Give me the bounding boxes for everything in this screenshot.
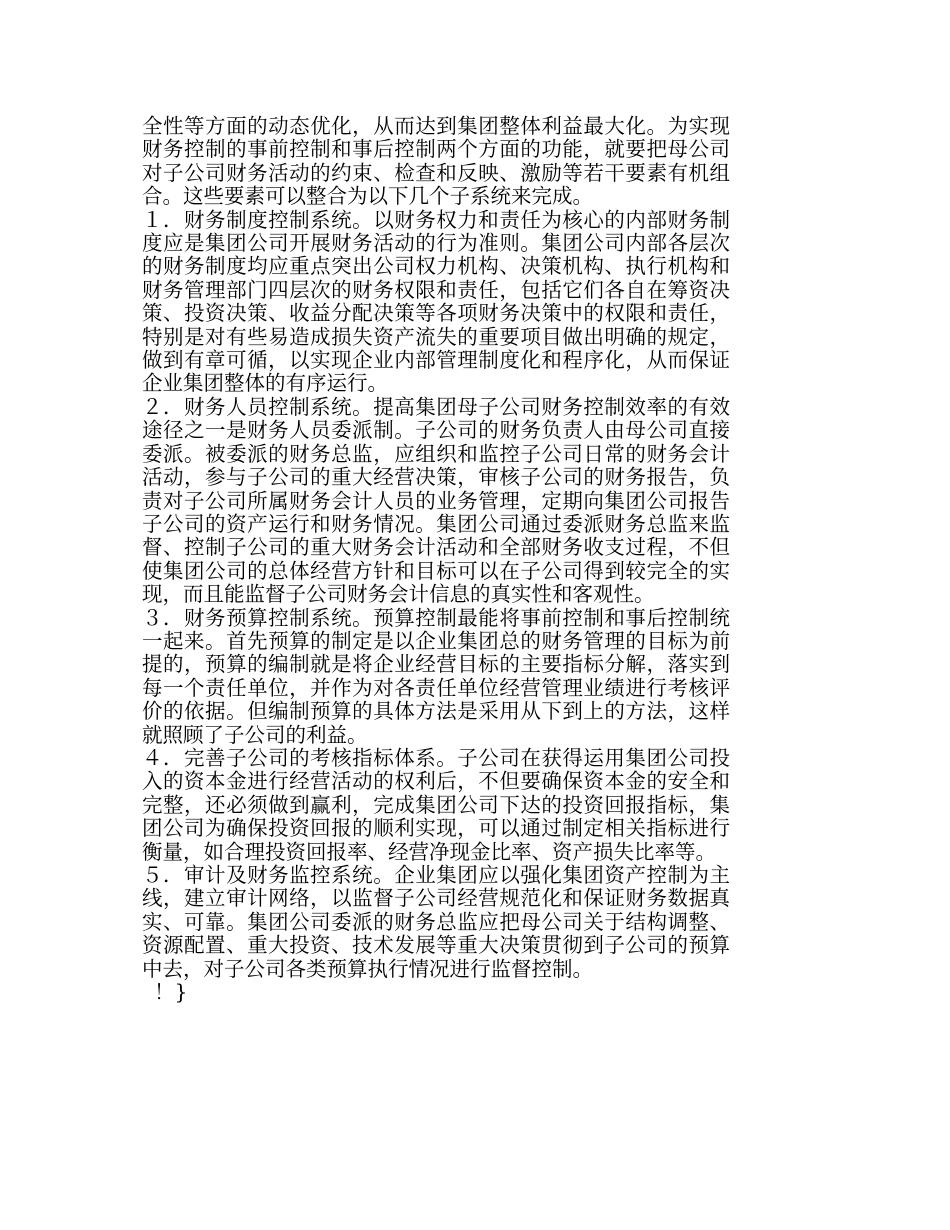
paragraph-intro: 全性等方面的动态优化，从而达到集团整体利益最大化。为实现财务控制的事前控制和事后控制两个方面的功能，就要把母公司对子公司财务活动的约束、检查和反映、激励等若干要素有机组合。这些要素可以整合为以下几个子系统来完成。 [142,114,730,209]
paragraph-assessment-indicators: ４．完善子公司的考核指标体系。子公司在获得运用集团公司投入的资本金进行经营活动的权利后，不但要确保资本金的安全和完整，还必须做到赢利，完成集团公司下达的投资回报指标，集团公司为确保投资回报的顺利实现，可以通过制定相关指标进行衡量，如合理投资回报率、经营净现金比率、资产损失比率等。 [142,745,730,864]
paragraph-financial-personnel-control: ２．财务人员控制系统。提高集团母子公司财务控制效率的有效途径之一是财务人员委派制。子公司的财务负责人由母公司直接委派。被委派的财务总监，应组织和监控子公司日常的财务会计活动，参与子公司的重大经营决策，审核子公司的财务报告，负责对子公司所属财务会计人员的业务管理，定期向集团公司报告子公司的资产运行和财务情况。集团公司通过委派财务总监来监督、控制子公司的重大财务会计活动和全部财务收支过程，不但使集团公司的总体经营方针和目标可以在子公司得到较完全的实现，而且能监督子公司财务会计信息的真实性和客观性。 [142,394,730,607]
paragraph-budget-control: ３．财务预算控制系统。预算控制最能将事前控制和事后控制统一起来。首先预算的制定是以企业集团总的财务管理的目标为前提的，预算的编制就是将企业经营目标的主要指标分解，落实到每一个责任单位，并作为对各责任单位经营管理业绩进行考核评价的依据。但编制预算的具体方法是采用从下到上的方法，这样就照顾了子公司的利益。 [142,605,730,747]
trailing-marks: ！} [154,980,188,1005]
document-body [142,115,730,1004]
paragraph-audit-monitoring: ５．审计及财务监控系统。企业集团应以强化集团资产控制为主线，建立审计网络，以监督子公司经营规范化和保证财务数据真实、可靠。集团公司委派的财务总监应把母公司关于结构调整、资源配置、重大投资、技术发展等重大决策贯彻到子公司的预算中去，对子公司各类预算执行情况进行监督控制。 [142,863,730,981]
paragraph-financial-system-control: １．财务制度控制系统。以财务权力和责任为核心的内部财务制度应是集团公司开展财务活动的行为准则。集团公司内部各层次的财务制度均应重点突出公司权力机构、决策机构、执行机构和财务管理部门四层次的财务权限和责任，包括它们各自在筹资决策、投资决策、收益分配决策等各项财务决策中的权限和责任，特别是对有些易造成损失资产流失的重要项目做出明确的规定，做到有章可循，以实现企业内部管理制度化和程序化，从而保证企业集团整体的有序运行。 [142,207,730,396]
